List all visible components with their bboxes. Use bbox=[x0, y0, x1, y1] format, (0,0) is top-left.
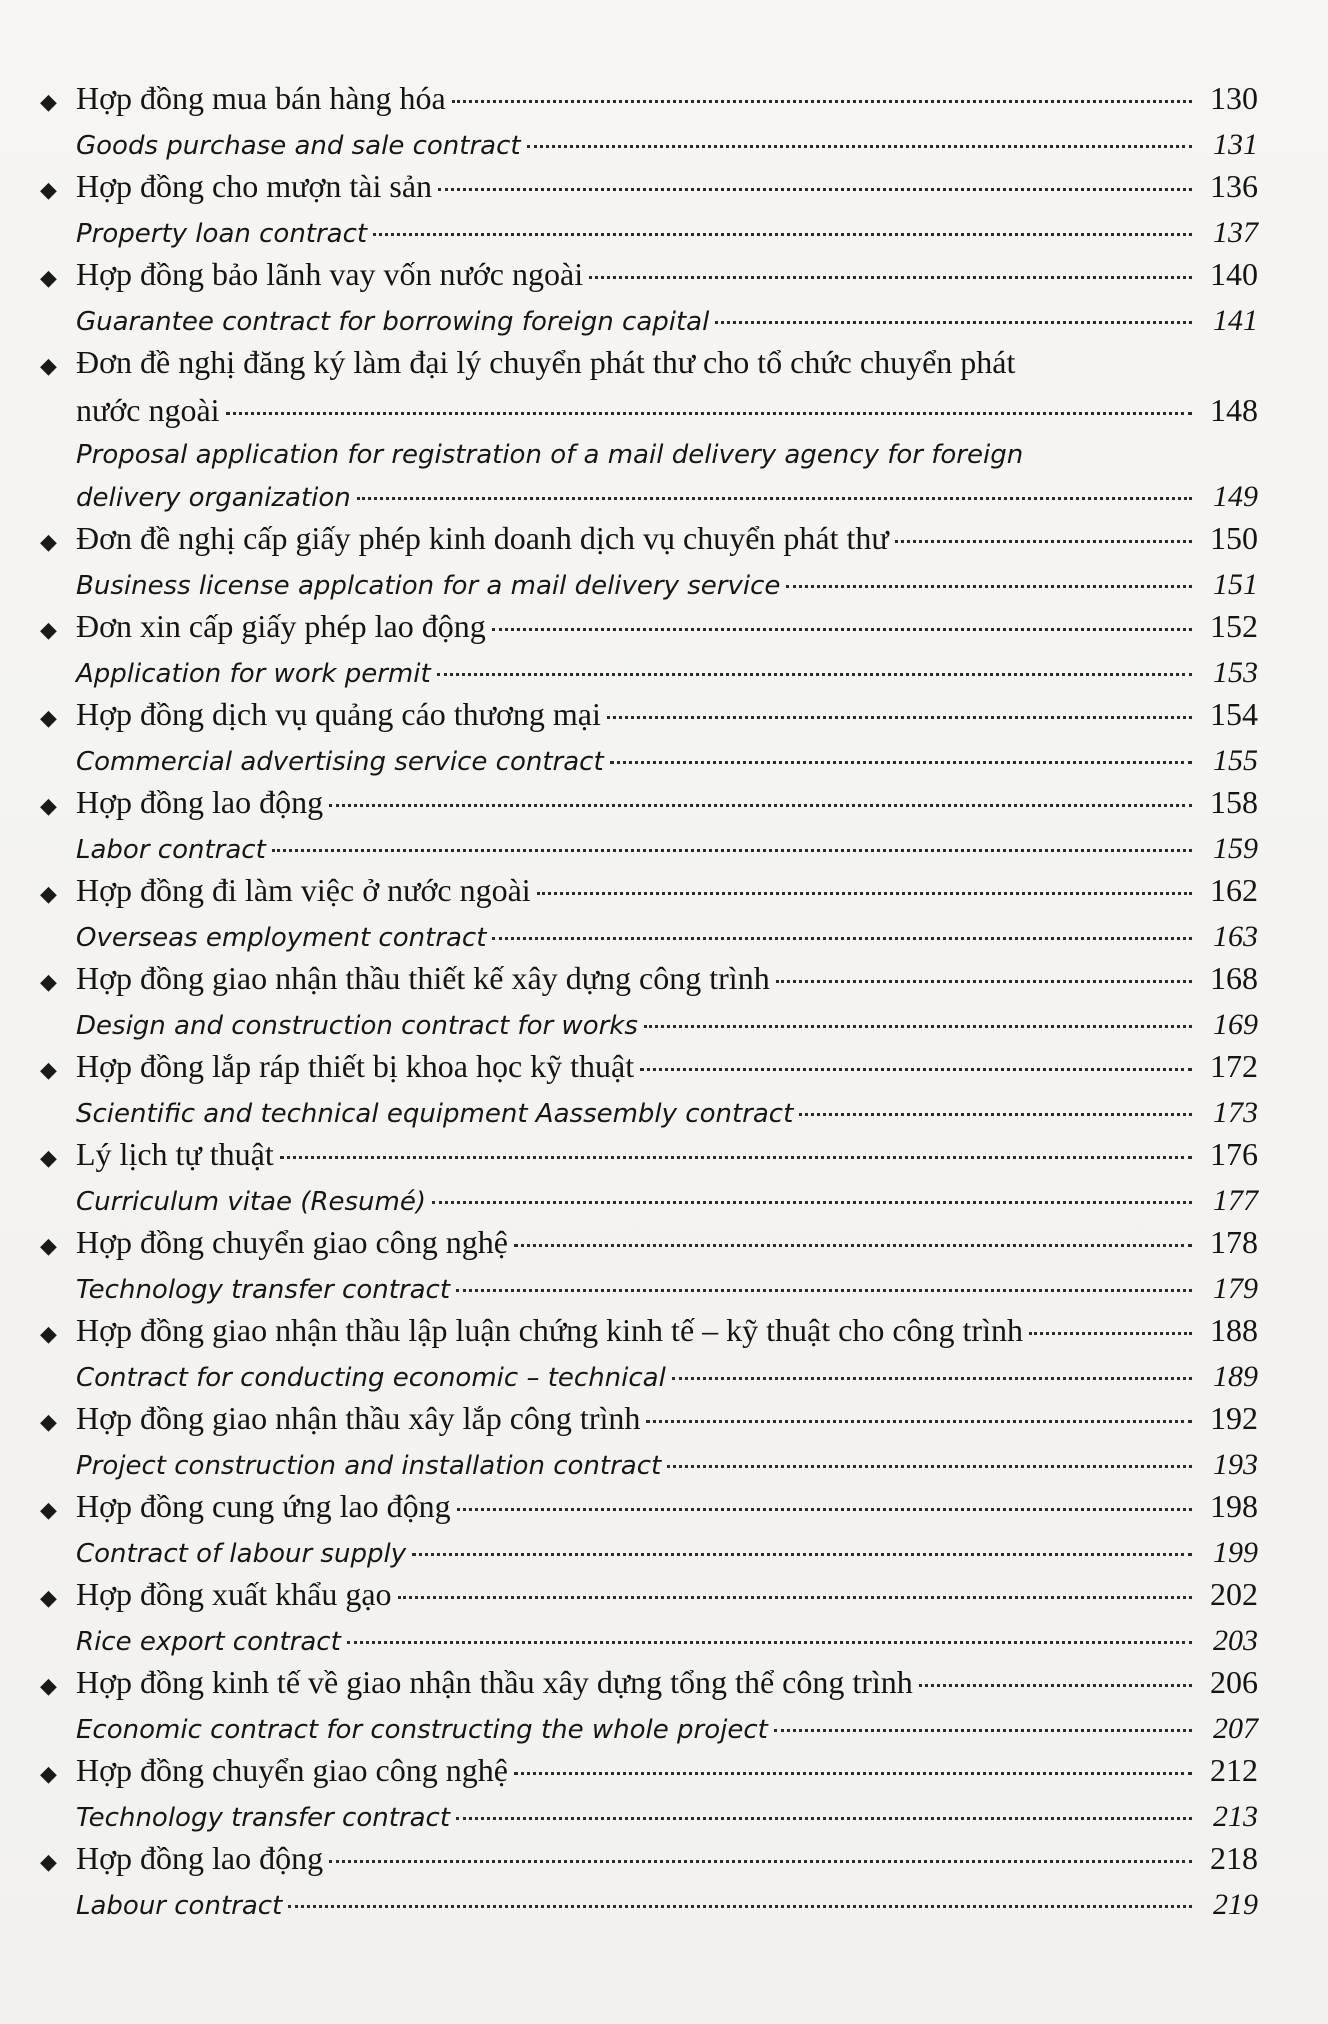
entry-title-vietnamese: Hợp đồng bảo lãnh vay vốn nước ngoài bbox=[76, 256, 584, 292]
entry-page-number: 212 bbox=[1210, 1752, 1258, 1788]
entry-page-number-english: 137 bbox=[1213, 216, 1258, 249]
entry-page-number-english: 177 bbox=[1213, 1184, 1258, 1217]
dot-leader bbox=[272, 849, 1192, 852]
dot-leader bbox=[329, 804, 1192, 807]
entry-page-number: 218 bbox=[1210, 1840, 1258, 1876]
toc-entry bbox=[40, 1136, 1258, 1224]
diamond-bullet-icon: ◆ bbox=[40, 90, 57, 115]
entry-page-number-english: 155 bbox=[1213, 744, 1258, 777]
dot-leader bbox=[715, 321, 1192, 324]
entry-page-number: 206 bbox=[1210, 1664, 1258, 1700]
entry-title-english: Scientific and technical equipment Aassembly contract bbox=[76, 1099, 794, 1129]
entry-title-vietnamese: Hợp đồng cung ứng lao động bbox=[76, 1488, 451, 1524]
dot-leader bbox=[527, 145, 1192, 148]
entry-title-english: Overseas employment contract bbox=[76, 923, 487, 953]
entry-title-vietnamese: Hợp đồng xuất khẩu gạo bbox=[76, 1576, 392, 1612]
diamond-bullet-icon: ◆ bbox=[40, 1850, 57, 1875]
dot-leader bbox=[514, 1244, 1192, 1247]
entry-title-english: Labour contract bbox=[76, 1891, 283, 1921]
entry-page-number-english: 189 bbox=[1213, 1360, 1258, 1393]
entry-title-english: Business license applcation for a mail delivery service bbox=[76, 571, 781, 601]
toc-entry bbox=[40, 872, 1258, 960]
entry-page-number: 150 bbox=[1210, 520, 1258, 556]
entry-page-number-english: 179 bbox=[1213, 1272, 1258, 1305]
diamond-bullet-icon: ◆ bbox=[40, 1410, 57, 1435]
entry-title-english: Labor contract bbox=[76, 835, 266, 865]
dot-leader bbox=[776, 980, 1192, 983]
entry-title-vietnamese: Hợp đồng kinh tế về giao nhận thầu xây dựng tổng thể công trình bbox=[76, 1664, 913, 1700]
dot-leader bbox=[1029, 1332, 1192, 1335]
entry-title-english: Rice export contract bbox=[76, 1627, 341, 1657]
dot-leader bbox=[492, 628, 1192, 631]
entry-page-number-english: 141 bbox=[1213, 304, 1258, 337]
entry-page-number-english: 159 bbox=[1213, 832, 1258, 865]
dot-leader bbox=[895, 540, 1192, 543]
entry-page-number: 172 bbox=[1210, 1048, 1258, 1084]
dot-leader bbox=[456, 1289, 1192, 1292]
entry-page-number: 168 bbox=[1210, 960, 1258, 996]
entry-page-number-english: 153 bbox=[1213, 656, 1258, 689]
entry-page-number-english: 131 bbox=[1213, 128, 1258, 161]
entry-page-number: 178 bbox=[1210, 1224, 1258, 1260]
entry-page-number-english: 193 bbox=[1213, 1448, 1258, 1481]
entry-title-vietnamese: Hợp đồng giao nhận thầu lập luận chứng kinh tế – kỹ thuật cho công trình bbox=[76, 1312, 1023, 1348]
entry-title-vietnamese: Lý lịch tự thuật bbox=[76, 1136, 274, 1172]
dot-leader bbox=[432, 1201, 1192, 1204]
toc-entry bbox=[40, 256, 1258, 344]
entry-title-english: Economic contract for constructing the whole project bbox=[76, 1715, 768, 1745]
diamond-bullet-icon: ◆ bbox=[40, 530, 57, 555]
entry-page-number-english: 203 bbox=[1213, 1624, 1258, 1657]
dot-leader bbox=[774, 1729, 1192, 1732]
entry-page-number: 176 bbox=[1210, 1136, 1258, 1172]
dot-leader bbox=[646, 1420, 1192, 1423]
entry-page-number-english: 149 bbox=[1213, 480, 1258, 513]
diamond-bullet-icon: ◆ bbox=[40, 266, 57, 291]
entry-page-number-english: 169 bbox=[1213, 1008, 1258, 1041]
entry-page-number-english: 219 bbox=[1213, 1888, 1258, 1921]
toc-entry bbox=[40, 1840, 1258, 1928]
entry-title-english: Technology transfer contract bbox=[76, 1275, 451, 1305]
dot-leader bbox=[640, 1068, 1192, 1071]
diamond-bullet-icon: ◆ bbox=[40, 354, 57, 379]
entry-page-number: 202 bbox=[1210, 1576, 1258, 1612]
dot-leader bbox=[329, 1860, 1192, 1863]
entry-title-english: Guarantee contract for borrowing foreign capital bbox=[76, 307, 710, 337]
toc-entry bbox=[40, 168, 1258, 256]
entry-title-english: Technology transfer contract bbox=[76, 1803, 451, 1833]
entry-title-vietnamese: Hợp đồng lao động bbox=[76, 784, 324, 820]
dot-leader bbox=[919, 1684, 1192, 1687]
entry-page-number: 198 bbox=[1210, 1488, 1258, 1524]
dot-leader bbox=[537, 892, 1192, 895]
diamond-bullet-icon: ◆ bbox=[40, 618, 57, 643]
entry-title-vietnamese: Hợp đồng chuyển giao công nghệ bbox=[76, 1224, 508, 1260]
toc-entry bbox=[40, 80, 1258, 168]
entry-title-english-line1: Proposal application for registration of a mail delivery agency for foreign bbox=[76, 440, 1024, 470]
dot-leader bbox=[347, 1641, 1192, 1644]
entry-title-vietnamese: Hợp đồng dịch vụ quảng cáo thương mại bbox=[76, 696, 601, 732]
diamond-bullet-icon: ◆ bbox=[40, 794, 57, 819]
toc-entry bbox=[40, 784, 1258, 872]
diamond-bullet-icon: ◆ bbox=[40, 178, 57, 203]
entry-title-english: Curriculum vitae (Resumé) bbox=[76, 1187, 426, 1217]
toc-entry bbox=[40, 520, 1258, 608]
entry-title-vietnamese: Hợp đồng lắp ráp thiết bị khoa học kỹ thuật bbox=[76, 1048, 635, 1084]
entry-title-vietnamese: Đơn xin cấp giấy phép lao động bbox=[76, 608, 486, 644]
entry-page-number: 162 bbox=[1210, 872, 1258, 908]
toc-entry bbox=[40, 1312, 1258, 1400]
diamond-bullet-icon: ◆ bbox=[40, 1058, 57, 1083]
dot-leader bbox=[357, 497, 1192, 500]
toc-entry bbox=[40, 1752, 1258, 1840]
entry-page-number: 154 bbox=[1210, 696, 1258, 732]
entry-page-number: 136 bbox=[1210, 168, 1258, 204]
toc-entry bbox=[40, 1576, 1258, 1664]
dot-leader bbox=[607, 716, 1192, 719]
entry-page-number-english: 207 bbox=[1213, 1712, 1258, 1745]
entry-title-vietnamese: Đơn đề nghị cấp giấy phép kinh doanh dịch vụ chuyển phát thư bbox=[76, 520, 889, 556]
diamond-bullet-icon: ◆ bbox=[40, 882, 57, 907]
dot-leader bbox=[457, 1508, 1192, 1511]
entry-title-vietnamese: Hợp đồng mua bán hàng hóa bbox=[76, 80, 446, 116]
entry-page-number-english: 151 bbox=[1213, 568, 1258, 601]
entry-page-number: 148 bbox=[1210, 392, 1258, 428]
dot-leader bbox=[589, 276, 1192, 279]
diamond-bullet-icon: ◆ bbox=[40, 1146, 57, 1171]
dot-leader bbox=[610, 761, 1192, 764]
toc-entry bbox=[40, 1664, 1258, 1752]
dot-leader bbox=[226, 412, 1192, 415]
dot-leader bbox=[799, 1113, 1192, 1116]
entry-page-number: 152 bbox=[1210, 608, 1258, 644]
toc-entry bbox=[40, 960, 1258, 1048]
dot-leader bbox=[398, 1596, 1192, 1599]
dot-leader bbox=[452, 100, 1192, 103]
diamond-bullet-icon: ◆ bbox=[40, 1234, 57, 1259]
entry-title-english: Contract for conducting economic – technical bbox=[76, 1363, 666, 1393]
entry-title-english: Design and construction contract for works bbox=[76, 1011, 638, 1041]
entry-page-number-english: 163 bbox=[1213, 920, 1258, 953]
dot-leader bbox=[644, 1025, 1192, 1028]
entry-page-number: 158 bbox=[1210, 784, 1258, 820]
dot-leader bbox=[492, 937, 1192, 940]
entry-page-number: 188 bbox=[1210, 1312, 1258, 1348]
diamond-bullet-icon: ◆ bbox=[40, 1586, 57, 1611]
diamond-bullet-icon: ◆ bbox=[40, 1762, 57, 1787]
entry-page-number-english: 173 bbox=[1213, 1096, 1258, 1129]
entry-title-english: Contract of labour supply bbox=[76, 1539, 407, 1569]
entry-title-vietnamese: Hợp đồng lao động bbox=[76, 1840, 324, 1876]
dot-leader bbox=[437, 673, 1192, 676]
toc-entry bbox=[40, 1400, 1258, 1488]
table-of-contents bbox=[40, 80, 1258, 1928]
dot-leader bbox=[514, 1772, 1192, 1775]
dot-leader bbox=[288, 1905, 1192, 1908]
dot-leader bbox=[373, 233, 1192, 236]
diamond-bullet-icon: ◆ bbox=[40, 1322, 57, 1347]
diamond-bullet-icon: ◆ bbox=[40, 1674, 57, 1699]
entry-title-vietnamese: Hợp đồng cho mượn tài sản bbox=[76, 168, 433, 204]
dot-leader bbox=[456, 1817, 1192, 1820]
entry-page-number: 140 bbox=[1210, 256, 1258, 292]
dot-leader bbox=[438, 188, 1192, 191]
dot-leader bbox=[280, 1156, 1192, 1159]
entry-title-vietnamese-line2: nước ngoài bbox=[76, 392, 220, 428]
toc-entry bbox=[40, 1488, 1258, 1576]
dot-leader bbox=[412, 1553, 1192, 1556]
toc-entry bbox=[40, 1048, 1258, 1136]
entry-title-vietnamese: Hợp đồng chuyển giao công nghệ bbox=[76, 1752, 508, 1788]
entry-title-english: Project construction and installation contract bbox=[76, 1451, 662, 1481]
entry-title-vietnamese: Hợp đồng giao nhận thầu xây lắp công trình bbox=[76, 1400, 641, 1436]
toc-entry bbox=[40, 608, 1258, 696]
entry-title-english: Application for work permit bbox=[76, 659, 431, 689]
entry-page-number: 192 bbox=[1210, 1400, 1258, 1436]
entry-page-number-english: 199 bbox=[1213, 1536, 1258, 1569]
entry-page-number-english: 213 bbox=[1213, 1800, 1258, 1833]
entry-page-number: 130 bbox=[1210, 80, 1258, 116]
toc-entry bbox=[40, 1224, 1258, 1312]
entry-title-english: Property loan contract bbox=[76, 219, 368, 249]
entry-title-english: Commercial advertising service contract bbox=[76, 747, 604, 777]
entry-title-vietnamese: Hợp đồng giao nhận thầu thiết kế xây dựng công trình bbox=[76, 960, 770, 996]
diamond-bullet-icon: ◆ bbox=[40, 970, 57, 995]
dot-leader bbox=[667, 1465, 1192, 1468]
toc-entry bbox=[40, 696, 1258, 784]
toc-entry bbox=[40, 344, 1258, 520]
entry-title-english-line2: delivery organization bbox=[76, 483, 351, 513]
entry-title-vietnamese: Hợp đồng đi làm việc ở nước ngoài bbox=[76, 872, 531, 908]
entry-title-vietnamese-line1: Đơn đề nghị đăng ký làm đại lý chuyển phát thư cho tổ chức chuyển phát bbox=[76, 344, 1016, 380]
entry-title-english: Goods purchase and sale contract bbox=[76, 131, 521, 161]
diamond-bullet-icon: ◆ bbox=[40, 1498, 57, 1523]
diamond-bullet-icon: ◆ bbox=[40, 706, 57, 731]
dot-leader bbox=[786, 585, 1192, 588]
dot-leader bbox=[672, 1377, 1192, 1380]
